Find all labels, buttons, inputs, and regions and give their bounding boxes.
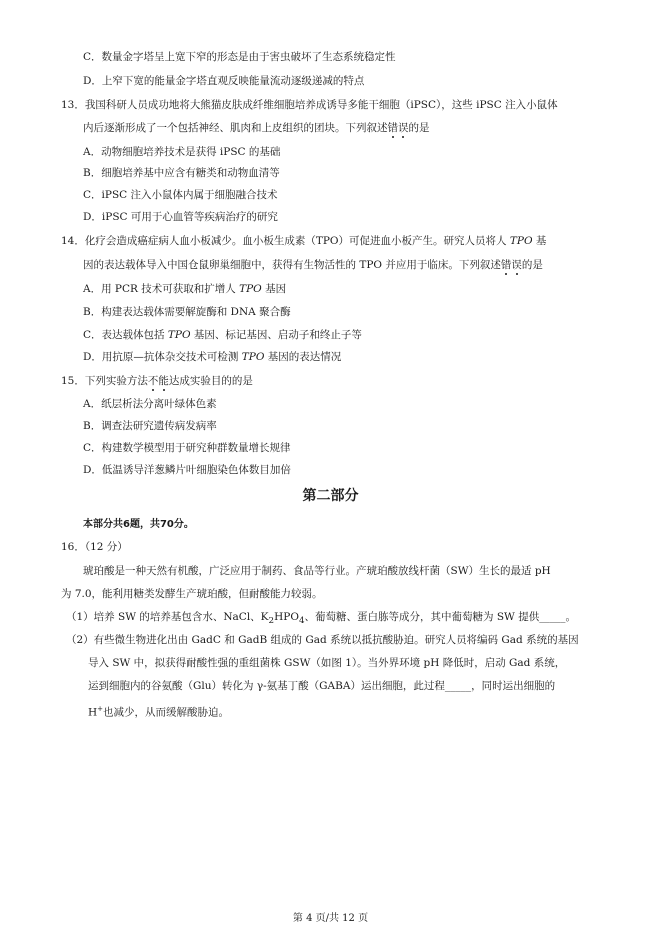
- q16-number: 16．（12 分）: [61, 541, 128, 553]
- q13-stem-line1: 13．我国科研人员成功地将大熊猫皮肤成纤维细胞培养成诱导多能干细胞（iPSC），这些 iPSC 注入小鼠体: [61, 99, 558, 111]
- q13-option-b: B．细胞培养基中应含有糖类和动物血清等: [83, 167, 280, 179]
- q16-paragraph-line2: 为 7.0，能利用糖类发酵生产琥珀酸，但耐酸能力较弱。: [61, 588, 323, 600]
- q14-option-d: D．用抗原—抗体杂交技术可检测 TPO 基因的表达情况: [83, 351, 342, 363]
- q16-paragraph-line1: 琥珀酸是一种天然有机酸，广泛应用于制药、食品等行业。产琥珀酸放线杆菌（SW）生长的最适 pH: [83, 565, 551, 577]
- q16-subquestion-2-line4: H+也减少，从而缓解酸胁迫。: [88, 705, 230, 719]
- q15-option-a: A．纸层析法分离叶绿体色素: [83, 398, 217, 410]
- q14-stem-line1: 14．化疗会造成癌症病人血小板减少。血小板生成素（TPO）可促进血小板产生。研究人员将人 TPO 基: [61, 235, 547, 247]
- q15-option-b: B．调查法研究遗传病发病率: [83, 420, 217, 432]
- q15-stem: 15．下列实验方法不能达成实验目的的是: [61, 375, 253, 387]
- q12-option-c: C．数量金字塔呈上宽下窄的形态是由于害虫破坏了生态系统稳定性: [83, 51, 396, 63]
- part2-intro: 本部分共6题，共70分。: [83, 519, 194, 530]
- q14-option-a: A．用 PCR 技术可获取和扩增人 TPO 基因: [83, 283, 287, 295]
- q16-subquestion-2-line3: 运到细胞内的谷氨酸（Glu）转化为 γ-氨基丁酸（GABA）运出细胞，此过程_____，同时运出细胞的: [88, 680, 556, 692]
- q16-subquestion-2-line2: 导入 SW 中，拟获得耐酸性强的重组菌株 GSW（如图 1）。当外界环境 pH 降低时，启动 Gad 系统，: [88, 657, 566, 669]
- q13-stem-line2: 内后逐渐形成了一个包括神经、肌肉和上皮组织的团块。下列叙述错误的是: [83, 122, 430, 134]
- part2-heading: 第二部分: [302, 488, 359, 504]
- q16-subquestion-2-line1: （2）有些微生物进化出由 GadC 和 GadB 组成的 Gad 系统以抵抗酸胁迫。研究人员将编码 Gad 系统的基因: [66, 634, 579, 646]
- q15-option-c: C．构建数学模型用于研究种群数量增长规律: [83, 442, 291, 454]
- q12-option-d: D．上窄下宽的能量金字塔直观反映能量流动逐级递减的特点: [83, 75, 365, 87]
- q15-option-d: D．低温诱导洋葱鳞片叶细胞染色体数目加倍: [83, 464, 291, 476]
- q14-option-c: C．表达载体包括 TPO 基因、标记基因、启动子和终止子等: [83, 329, 362, 341]
- q13-option-c: C．iPSC 注入小鼠体内属于细胞融合技术: [83, 189, 278, 201]
- q14-option-b: B．构建表达载体需要解旋酶和 DNA 聚合酶: [83, 306, 291, 318]
- q14-stem-line2: 因的表达载体导入中国仓鼠卵巢细胞中，获得有生物活性的 TPO 并应用于临床。下列叙述错误的是: [83, 259, 543, 271]
- q13-option-d: D．iPSC 可用于心血管等疾病治疗的研究: [83, 211, 278, 223]
- q13-option-a: A．动物细胞培养技术是获得 iPSC 的基础: [83, 146, 281, 158]
- q16-subquestion-1: （1）培养 SW 的培养基包含水、NaCl、$K_2HPO_4$、葡萄糖、蛋白胨等成分，其中葡萄糖为 SW 提供_____。: [66, 611, 576, 627]
- page-footer: 第 4 页/共 12 页: [292, 913, 369, 924]
